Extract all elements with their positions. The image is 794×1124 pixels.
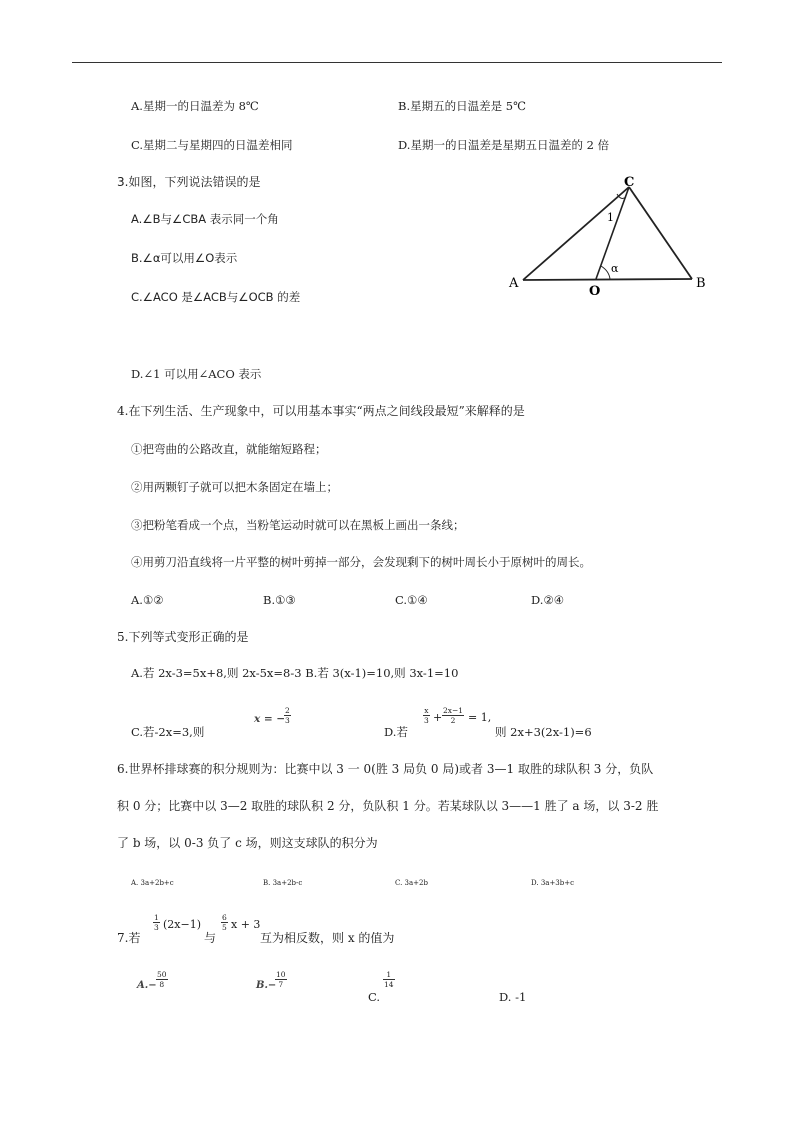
angle-alpha-arc <box>601 266 610 279</box>
side-ab <box>523 279 692 280</box>
q7-option-c-fraction <box>383 970 395 989</box>
q7-e1-num: 1 <box>154 913 159 922</box>
q7-e2-num: 6 <box>222 913 227 922</box>
q7-a-num: 50 <box>157 970 167 979</box>
q3-triangle-figure <box>500 168 720 298</box>
q7-e2-rest: x + 3 <box>231 918 261 931</box>
label-angle-alpha: α <box>611 262 619 275</box>
q5-d-den: 2 <box>450 716 456 725</box>
q7-b-den: 7 <box>278 980 284 989</box>
q7-mid: 与 <box>204 931 217 945</box>
q7-option-d: D. -1 <box>499 990 527 1004</box>
q2-option-c: C.星期二与星期四的日温差相同 <box>131 138 293 152</box>
q6-line-1: 6.世界杯排球赛的积分规则为：比赛中以 3 一 0(胜 3 局负 0 局)或者 3—1 取胜的球队积 3 分，负队 <box>117 762 654 776</box>
q7-option-b-label: B.− <box>256 980 277 991</box>
label-o: O <box>589 284 601 298</box>
label-angle-1: 1 <box>607 211 614 224</box>
q6-line-2: 积 0 分；比赛中以 3—2 取胜的球队积 2 分，负队积 1 分。若某球队以 3——1 胜了 a 场，以 3-2 胜 <box>117 799 659 813</box>
q5-option-c-prefix: C.若-2x=3,则 <box>131 725 205 739</box>
label-b: B <box>696 276 706 291</box>
q6-option-b: B. 3a+2b-c <box>263 879 303 887</box>
q7-b-num: 10 <box>276 970 286 979</box>
q7-e2-den: 5 <box>222 923 227 932</box>
q7-e1-den: 3 <box>154 923 159 932</box>
q7-suffix: 互为相反数，则 x 的值为 <box>260 931 395 945</box>
q5-c-num: 2 <box>285 706 290 715</box>
q4-item-4: ④用剪刀沿直线将一片平整的树叶剪掉一部分，会发现剩下的树叶周长小于原树叶的周长。 <box>131 555 591 569</box>
q5-d-x: x <box>424 706 429 715</box>
q5-d-plus: + <box>433 711 443 724</box>
q7-a-den: 8 <box>159 980 165 989</box>
q7-option-b-fraction <box>275 970 287 989</box>
q6-line-3: 了 b 场，以 0-3 负了 c 场，则这支球队的积分为 <box>117 836 378 850</box>
label-c: C <box>624 175 635 190</box>
q7-option-a-label: A.− <box>137 980 157 991</box>
q7-expr1-fraction <box>153 913 160 932</box>
q6-option-a: A. 3a+2b+c <box>131 879 174 887</box>
q4-option-d: D.②④ <box>531 593 565 607</box>
q5-c-den: 3 <box>285 716 290 725</box>
q3-option-c: C.∠ACO 是∠ACB与∠OCB 的差 <box>131 290 301 304</box>
q3-option-b: B.∠α可以用∠O表示 <box>131 251 238 265</box>
q2-option-b: B.星期五的日温差是 5℃ <box>398 99 526 113</box>
q6-option-c: C. 3a+2b <box>395 879 428 887</box>
q3-stem: 3.如图，下列说法错误的是 <box>117 175 261 189</box>
q4-item-2: ②用两颗钉子就可以把木条固定在墙上； <box>131 480 338 494</box>
q5-d-3: 3 <box>424 716 429 725</box>
q4-stem: 4.在下列生活、生产现象中，可以用基本事实“两点之间线段最短”来解释的是 <box>117 404 525 418</box>
header-rule <box>72 62 722 63</box>
q4-item-3: ③把粉笔看成一个点，当粉笔运动时就可以在黑板上画出一条线； <box>131 518 465 532</box>
q5-c-fraction <box>284 706 291 725</box>
q4-option-a: A.①② <box>131 593 164 607</box>
q5-option-d-prefix: D.若 <box>384 725 408 739</box>
q7-c-den: 14 <box>384 980 394 989</box>
q4-option-b: B.①③ <box>263 593 296 607</box>
q7-expr2-fraction <box>221 913 228 932</box>
q4-option-c: C.①④ <box>395 593 428 607</box>
q6-option-d: D. 3a+3b+c <box>531 879 575 887</box>
q5-d-frac-2 <box>442 706 464 725</box>
q7-option-a-fraction <box>156 970 168 989</box>
q3-option-a: A.∠B与∠CBA 表示同一个角 <box>131 212 279 226</box>
q5-d-num: 2x−1 <box>443 706 464 715</box>
q5-d-frac-1 <box>423 706 430 725</box>
q7-c-num: 1 <box>383 970 395 980</box>
q3-option-d: D.∠1 可以用∠ACO 表示 <box>131 367 262 381</box>
side-cb <box>629 187 692 279</box>
q5-stem: 5.下列等式变形正确的是 <box>117 630 249 644</box>
q7-option-c-label: C. <box>368 990 381 1004</box>
q5-c-lhs: x = − <box>254 713 286 725</box>
q5-options-ab: A.若 2x-3=5x+8,则 2x-5x=8-3 B.若 3(x-1)=10,则 3x-1=10 <box>131 666 459 680</box>
q5-option-d-suffix: 则 2x+3(2x-1)=6 <box>495 725 592 739</box>
q2-option-d: D.星期一的日温差是星期五日温差的 2 倍 <box>398 138 610 152</box>
q4-item-1: ①把弯曲的公路改直，就能缩短路程； <box>131 442 327 456</box>
q2-option-a: A.星期一的日温差为 8℃ <box>131 99 259 113</box>
label-a: A <box>509 276 519 291</box>
q5-d-eq: = 1, <box>468 711 492 724</box>
q7-e1-rest: (2x−1) <box>163 918 202 931</box>
q7-prefix: 7.若 <box>117 931 141 945</box>
